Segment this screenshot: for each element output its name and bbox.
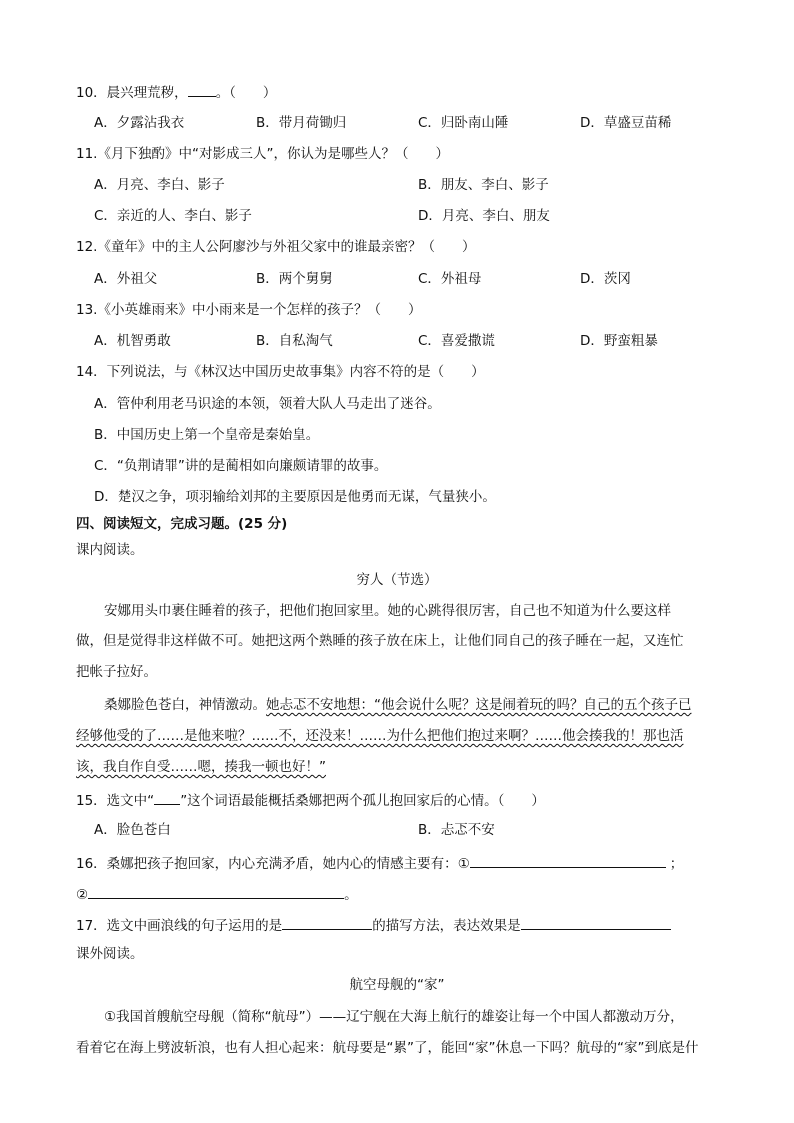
q11-option-d[interactable]: D．月亮、李白、朋友 bbox=[418, 208, 550, 224]
q13-stem: 13.《小英雄雨来》中小雨来是一个怎样的孩子？（ ） bbox=[76, 302, 422, 318]
q12-stem: 12.《童年》中的主人公阿廖沙与外祖父家中的谁最亲密？（ ） bbox=[76, 239, 476, 255]
q16-marker-2: ② bbox=[76, 887, 89, 903]
q14-option-c[interactable]: C．“负荆请罪”讲的是蔺相如向廉颇请罪的故事。 bbox=[94, 458, 388, 474]
q15-stem-post: ”这个词语最能概括桑娜把两个孤儿抱回家后的心情。（ ） bbox=[180, 793, 545, 809]
q13-option-c[interactable]: C．喜爱撒谎 bbox=[418, 333, 495, 349]
q10-option-c[interactable]: C．归卧南山陲 bbox=[418, 115, 509, 131]
q15-stem bbox=[76, 789, 545, 811]
passage-p2-plain: 桑娜脸色苍白，神情激动。 bbox=[104, 697, 266, 713]
q15-stem-pre: 15．选文中“ bbox=[76, 793, 155, 809]
q17-pre: 17．选文中画浪线的句子运用的是 bbox=[76, 918, 283, 934]
q10-stem bbox=[76, 81, 276, 103]
passage-p2-wavy-1: 她忐忑不安地想：“他会说什么呢？这是闹着玩的吗？自己的五个孩子已 bbox=[266, 697, 692, 713]
passage-p2-line2 bbox=[76, 726, 684, 746]
q10-option-a[interactable]: A．夕露沾我衣 bbox=[94, 115, 185, 131]
q13-option-d[interactable]: D．野蛮粗暴 bbox=[580, 333, 658, 349]
q10-option-d[interactable]: D．草盛豆苗稀 bbox=[580, 115, 672, 131]
q12-option-c[interactable]: C．外祖母 bbox=[418, 271, 482, 287]
out-class-reading-label: 课外阅读。 bbox=[76, 946, 144, 962]
q14-option-d[interactable]: D．楚汉之争，项羽输给刘邦的主要原因是他勇而无谋，气量狭小。 bbox=[94, 489, 496, 505]
q16-stem-text: 16．桑娜把孩子抱回家，内心充满矛盾，她内心的情感主要有： bbox=[76, 856, 458, 872]
q16-separator: ； bbox=[669, 856, 684, 872]
passage-title: 穷人（节选） bbox=[356, 572, 438, 588]
q15-option-a[interactable]: A．脸色苍白 bbox=[94, 822, 171, 838]
q16-line2 bbox=[76, 883, 358, 905]
q17-stem bbox=[76, 914, 671, 936]
section-4-title: 四、阅读短文，完成习题。(25 分) bbox=[76, 516, 288, 532]
q11-option-c[interactable]: C．亲近的人、李白、影子 bbox=[94, 208, 252, 224]
q16-blank-2[interactable] bbox=[88, 883, 344, 899]
q15-option-b[interactable]: B．忐忑不安 bbox=[418, 822, 495, 838]
q11-option-b[interactable]: B．朋友、李白、影子 bbox=[418, 177, 549, 193]
passage-p2-line1 bbox=[104, 695, 692, 715]
passage-p2-line3 bbox=[76, 757, 326, 777]
q14-stem: 14．下列说法，与《林汉达中国历史故事集》内容不符的是（ ） bbox=[76, 364, 485, 380]
q10-blank[interactable] bbox=[188, 81, 216, 97]
q17-blank-2[interactable] bbox=[521, 914, 671, 930]
q17-blank-1[interactable] bbox=[282, 914, 372, 930]
q12-option-b[interactable]: B．两个舅舅 bbox=[256, 271, 333, 287]
in-class-reading-label: 课内阅读。 bbox=[76, 542, 144, 558]
q11-stem: 11.《月下独酌》中“对影成三人”，你认为是哪些人？（ ） bbox=[76, 146, 449, 162]
q14-option-b[interactable]: B．中国历史上第一个皇帝是秦始皇。 bbox=[94, 427, 320, 443]
q16-marker-1: ① bbox=[457, 856, 470, 872]
out-class-line1: ①我国首艘航空母舰（简称“航母”）——辽宁舰在大海上航行的雄姿让每一个中国人都激动万分， bbox=[104, 1009, 684, 1025]
q16-blank-1[interactable] bbox=[470, 852, 666, 868]
passage-p2-wavy-3: 该，我自作自受……嗯，揍我一顿也好！” bbox=[76, 759, 326, 775]
passage-p2-wavy-2: 经够他受的了……是他来啦？……不，还没来！……为什么把他们抱过来啊？……他会揍我的！那也活 bbox=[76, 728, 684, 744]
passage-p1-line2: 做，但是觉得非这样做不可。她把这两个熟睡的孩子放在床上，让他们同自己的孩子睡在一起，又连忙 bbox=[76, 633, 684, 649]
q13-option-b[interactable]: B．自私淘气 bbox=[256, 333, 333, 349]
passage-p1-line1: 安娜用头巾裹住睡着的孩子，把他们抱回家里。她的心跳得很厉害，自己也不知道为什么要这样 bbox=[104, 603, 671, 619]
q16-end: 。 bbox=[344, 887, 358, 903]
q10-stem-post: 。（ ） bbox=[215, 85, 277, 101]
q12-option-a[interactable]: A．外祖父 bbox=[94, 271, 158, 287]
q15-blank[interactable] bbox=[154, 789, 180, 805]
q11-option-a[interactable]: A．月亮、李白、影子 bbox=[94, 177, 225, 193]
q10-option-b[interactable]: B．带月荷锄归 bbox=[256, 115, 347, 131]
q14-option-a[interactable]: A．管仲利用老马识途的本领，领着大队人马走出了迷谷。 bbox=[94, 396, 441, 412]
q13-option-a[interactable]: A．机智勇敢 bbox=[94, 333, 171, 349]
q17-mid: 的描写方法，表达效果是 bbox=[372, 918, 521, 934]
q16-stem bbox=[76, 852, 683, 874]
out-class-passage-title: 航空母舰的“家” bbox=[349, 977, 445, 993]
q10-stem-pre: 10．晨兴理荒秽， bbox=[76, 85, 188, 101]
q12-option-d[interactable]: D．茨冈 bbox=[580, 271, 631, 287]
passage-p1-line3: 把帐子拉好。 bbox=[76, 664, 157, 680]
out-class-line2: 看着它在海上劈波斩浪，也有人担心起来：航母要是“累”了，能回“家”休息一下吗？航母的“家”到底是什 bbox=[76, 1040, 699, 1056]
